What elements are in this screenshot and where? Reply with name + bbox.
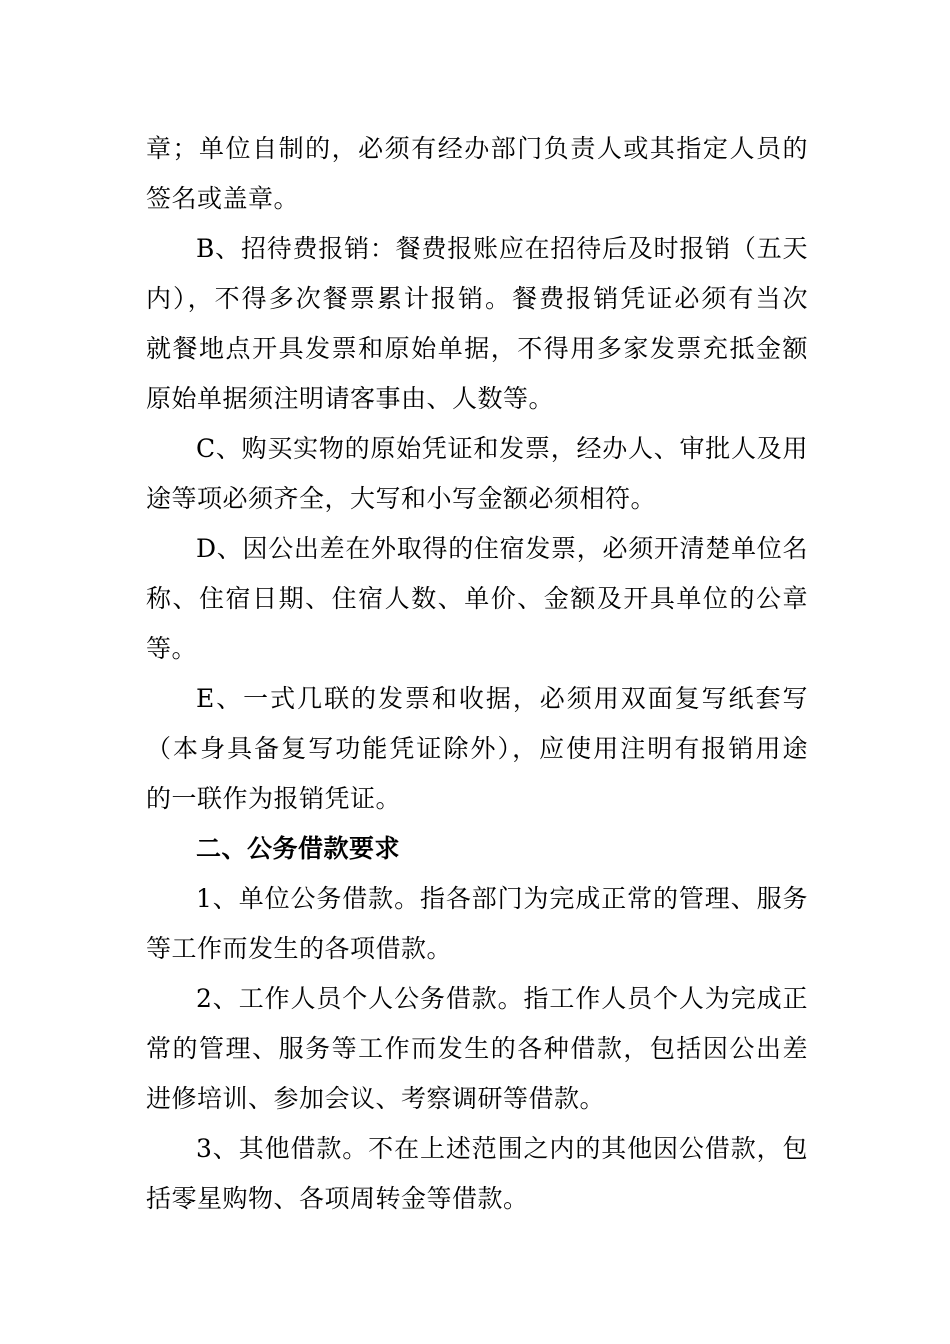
text-line: 常的管理、服务等工作而发生的各种借款，包括因公出差	[146, 1034, 808, 1063]
text-line: B、招待费报销：餐费报账应在招待后及时报销（五天	[196, 234, 808, 263]
text-line: 称、住宿日期、住宿人数、单价、金额及开具单位的公章	[146, 584, 808, 613]
text-line: 进修培训、参加会议、考察调研等借款。	[146, 1084, 606, 1113]
text-line: 章；单位自制的，必须有经办部门负责人或其指定人员的	[146, 134, 808, 163]
text-line: 括零星购物、各项周转金等借款。	[146, 1184, 529, 1213]
text-line: 1、单位公务借款。指各部门为完成正常的管理、服务	[196, 884, 808, 913]
text-line: 3、其他借款。不在上述范围之内的其他因公借款，包	[196, 1134, 808, 1163]
text-line: E、一式几联的发票和收据，必须用双面复写纸套写	[196, 684, 808, 713]
text-line: 2、工作人员个人公务借款。指工作人员个人为完成正	[196, 984, 808, 1013]
text-line: （本身具备复写功能凭证除外），应使用注明有报销用途	[146, 734, 808, 763]
text-line: C、购买实物的原始凭证和发票，经办人、审批人及用	[196, 434, 808, 463]
text-line: 等工作而发生的各项借款。	[146, 934, 453, 963]
text-line: 内），不得多次餐票累计报销。餐费报销凭证必须有当次	[146, 284, 808, 313]
text-line: 就餐地点开具发票和原始单据，不得用多家发票充抵金额	[146, 334, 808, 363]
text-line: 的一联作为报销凭证。	[146, 784, 402, 813]
text-line: 等。	[146, 634, 198, 663]
text-line: 原始单据须注明请客事由、人数等。	[146, 384, 555, 413]
text-line: 途等项必须齐全，大写和小写金额必须相符。	[146, 484, 657, 513]
text-line: 签名或盖章。	[146, 184, 300, 213]
section-heading: 二、公务借款要求	[196, 834, 401, 863]
text-line: D、因公出差在外取得的住宿发票，必须开清楚单位名	[196, 534, 808, 563]
